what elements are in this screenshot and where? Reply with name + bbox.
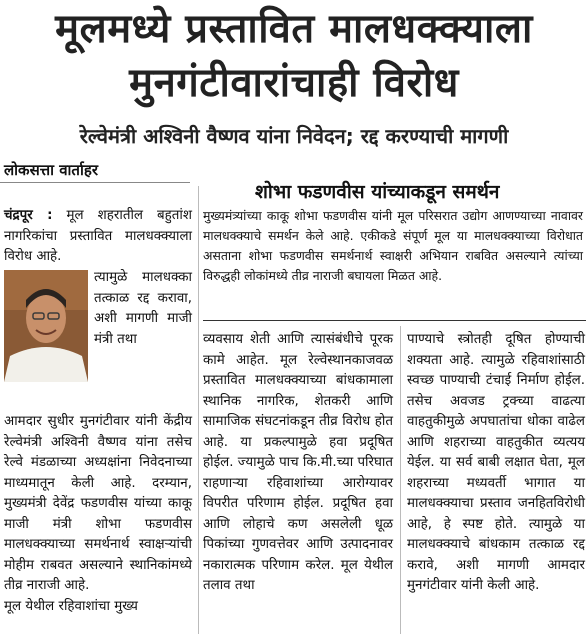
subheadline: रेल्वेमंत्री अश्विनी वैष्णव यांना निवेदन; रद्द करण्याची मागणी xyxy=(79,124,509,148)
sidebar-divider xyxy=(203,320,586,321)
sidebar-title: शोभा फडणवीस यांच्याकडून समर्थन xyxy=(255,181,500,203)
article-column-2: व्यवसाय शेती आणि त्यासंबंधीचे पूरक कामे आहेत. मूल रेल्वेस्थानकाजवळ प्रस्तावित मालधक्क्याच्या बांधकामाला स्थानिक नागरिक, शेतकरी आणि सामाजिक संघटनांकडून तीव्र विरोध होत आहे. या प्रकल्पामुळे हवा प्रदूषित होईल. ज्यामुळे पाच कि.मी.च्या परिघात राहणाऱ्या रहिवाशांच्या आरोग्यावर विपरीत परिणाम होईल. प्रदूषित हवा आणि लोहाचे कण असलेली धूळ पिकांच्या गुणवत्तेवर आणि उत्पादनावर नकारात्मक परिणाम करेल. मूल येथील तलाव तथा xyxy=(203,332,394,593)
headline-line-2: मुनगंटीवारांचाही विरोध xyxy=(129,60,459,106)
article-column-1-body: आमदार सुधीर मुनगंटीवार यांनी केंद्रीय रेल्वेमंत्री अश्विनी वैष्णव यांना तसेच रेल्वे मंडळाच्या अध्यक्षांना निवेदनाच्या माध्यमातून केली आहे. दरम्यान, मुख्यमंत्री देवेंद्र फडणवीस यांच्या काकू माजी मंत्री शोभा फडणवीस मालधक्क्याच्या समर्थनार्थ स्वाक्षऱ्यांची मोहीम राबवत असल्याने स्थानिकांमध्ये तीव्र नाराजी आहे. मूल येथील रहिवाशांचा मुख्य xyxy=(4,414,192,614)
dateline: चंद्रपूर : xyxy=(4,208,53,223)
article-column-1-lead xyxy=(4,206,192,268)
article-column-3: पाण्याचे स्त्रोतही दूषित होण्याची शक्यता आहे. त्यामुळे रहिवाशांसाठी स्वच्छ पाण्याची टंचाई निर्माण होईल. तसेच अवजड ट्रक्च्या वाढत्या वाहतुकीमुळे अपघातांचा धोका वाढेल आणि शहराच्या वाहतुकीत व्यत्यय येईल. या सर्व बाबी लक्षात घेता, मूल शहराच्या मध्यवर्ती भागात या मालधक्क्याचा प्रस्ताव जनहितविरोधी आहे, हे स्पष्ट होते. त्यामुळे या मालधक्क्याचे बांधकाम तत्काळ रद्द करावे, अशी मागणी आमदार मुनगंटीवार यांनी केली आहे. xyxy=(407,332,585,593)
column-divider-2 xyxy=(400,326,401,634)
byline: लोकसत्ता वार्ताहर xyxy=(4,161,98,179)
headline-line-1: मूलमध्ये प्रस्तावित मालधक्क्याला xyxy=(55,6,533,52)
article-lead-text: मूल शहरातील बहुतांश नागरिकांचा प्रस्तावित मालधक्क्याला विरोध आहे. xyxy=(4,208,193,264)
byline-divider xyxy=(0,182,190,183)
column-divider-1 xyxy=(198,186,199,634)
sidebar-body: मुख्यमंत्र्यांच्या काकू शोभा फडणवीस यांनी मूल परिसरात उद्योग आणण्याच्या नावावर मालधक्क्याचे समर्थन केले आहे. एकीकडे संपूर्ण मूल या मालधक्क्याच्या विरोधात असताना शोभा फडणवीस समर्थनार्थ स्वाक्षरी अभियान राबवित असल्याने त्यांच्या विरुद्धही लोकांमध्ये तीव्र नाराजी बघायला मिळत आहे. xyxy=(203,208,583,283)
portrait-photo xyxy=(4,270,88,382)
article-column-1-beside-photo: त्यामुळे मालधक्का तत्काळ रद्द करावा, अशी मागणी माजी मंत्री तथा xyxy=(94,270,192,347)
